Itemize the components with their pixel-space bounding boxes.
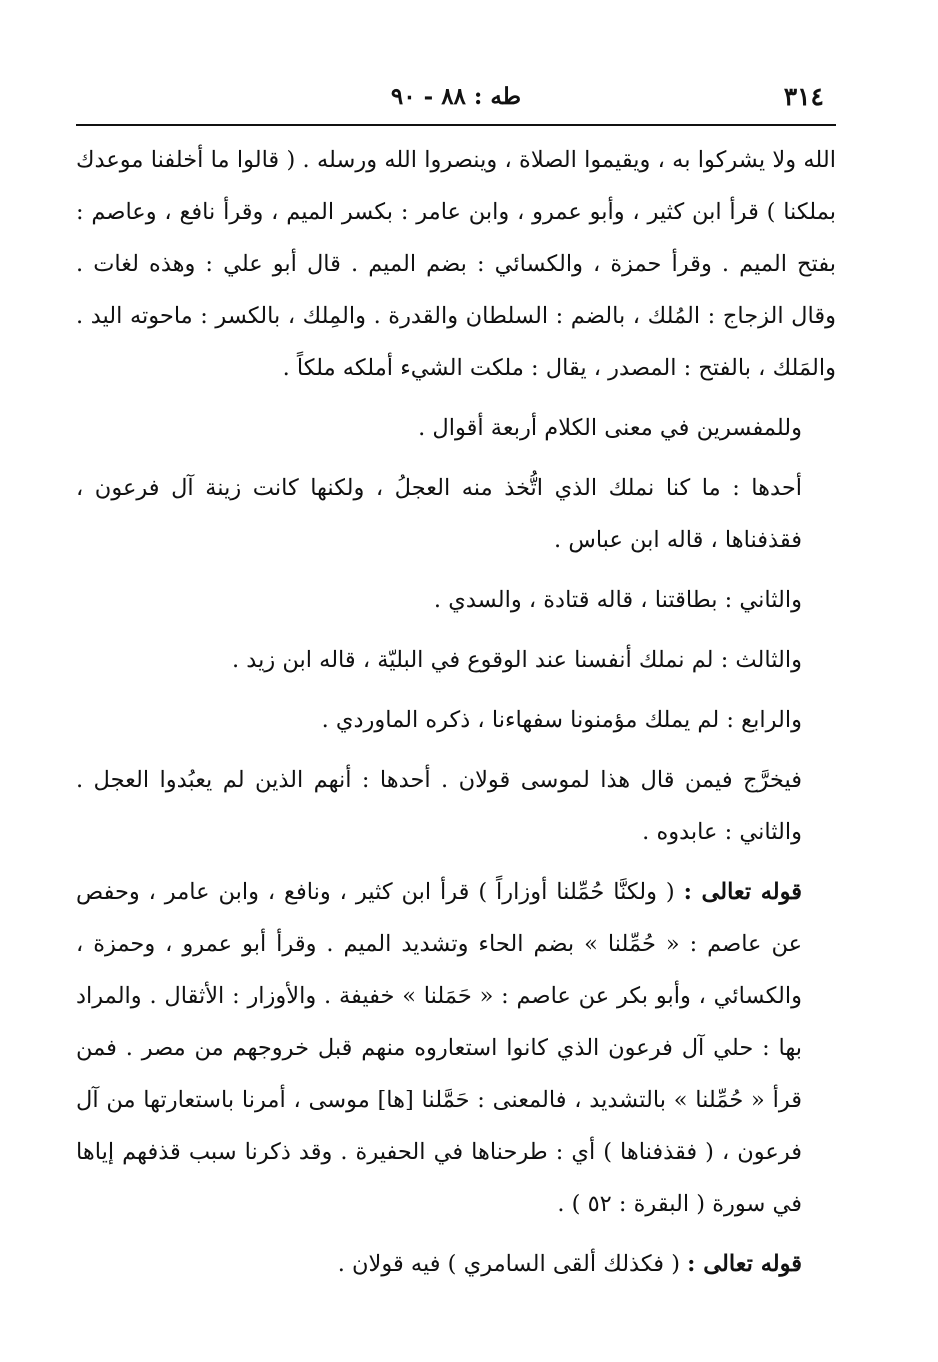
verse-label: قوله تعالى :	[687, 1251, 802, 1277]
page-number: ٣١٤	[783, 82, 824, 111]
book-page	[76, 70, 836, 1310]
paragraph-7: فيخرَّج فيمن قال هذا لموسى قولان . أحدها : أنهم الذين لم يعبُدوا العجل . والثاني : عابدوه .	[76, 767, 802, 845]
verse-label: قوله تعالى :	[683, 879, 802, 905]
page-text	[76, 134, 836, 1298]
paragraph-8	[76, 866, 836, 1230]
running-head: طه : ٨٨ - ٩٠	[390, 83, 522, 110]
paragraph-4: والثاني : بطاقتنا ، قاله قتادة ، والسدي .	[433, 587, 802, 613]
paragraph-2: وللمفسرين في معنى الكلام أربعة أقوال .	[418, 415, 802, 441]
page-header	[76, 70, 836, 114]
paragraph-5: والثالث : لم نملك أنفسنا عند الوقوع في البليّة ، قاله ابن زيد .	[231, 647, 802, 673]
header-rule	[76, 124, 836, 126]
paragraph-3: أحدها : ما كنا نملك الذي اتُّخذ منه العجلُ ، ولكنها كانت زينة آل فرعون ، فقذفناها ، قاله ابن عباس .	[76, 475, 802, 553]
paragraph-1: الله ولا يشركوا به ، ويقيموا الصلاة ، وينصروا الله ورسله . ( قالوا ما أخلفنا موعدك بملكنا ) قرأ ابن كثير ، وأبو عمرو ، وابن عامر : بكسر الميم ، وقرأ نافع ، وعاصم : بفتح الميم . وقرأ حمزة ، والكسائي : بضم الميم . قال أبو علي : وهذه لغات . وقال الزجاج : المُلك ، بالضم : السلطان والقدرة . والمِلك ، بالكسر : ماحوته اليد . والمَلك ، بالفتح : المصدر ، يقال : ملكت الشيء أملكه ملكاً .	[76, 147, 836, 381]
paragraph-6: والرابع : لم يملك مؤمنونا سفهاءنا ، ذكره الماوردي .	[321, 707, 802, 733]
paragraph-8-text: ( ولكنَّا حُمِّلنا أوزاراً ) قرأ ابن كثير ، ونافع ، وابن عامر ، وحفص عن عاصم : « حُمِّلنا » بضم الحاء وتشديد الميم . وقرأ أبو عمرو ، وحمزة ، والكسائي ، وأبو بكر عن عاصم : « حَمَلنا » خفيفة . والأوزار : الأثقال . والمراد بها : حلي آل فرعون الذي كانوا استعاروه منهم قبل خروجهم من مصر . فمن قرأ « حُمِّلنا » بالتشديد ، فالمعنى : حَمَّلنا [ها] موسى ، أمرنا باستعارتها من آل فرعون ، ( فقذفناها ) أي : طرحناها في الحفيرة . وقد ذكرنا سبب قذفهم إياها في سورة ( البقرة : ٥٢ ) .	[76, 879, 802, 1217]
paragraph-9-text: ( فكذلك ألقى السامري ) فيه قولان .	[337, 1251, 680, 1277]
paragraph-9	[76, 1238, 836, 1290]
